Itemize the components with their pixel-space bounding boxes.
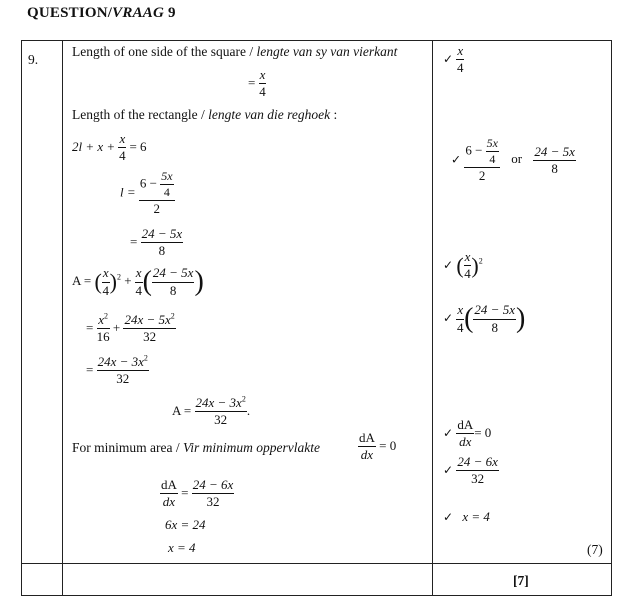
table-row-divider	[21, 563, 612, 564]
table-right-border	[611, 40, 612, 596]
mark-derivative: ✓ $\frac{24 - 6x}{32}$	[443, 454, 498, 487]
solution: x = 4	[168, 540, 196, 555]
square-side-expr: = $\frac{x}{4}$	[248, 67, 266, 100]
area-expression-3: = $\frac{24x - 3x^2}{32}$	[86, 353, 148, 387]
subtotal-marks: (7)	[587, 542, 603, 557]
mark-area-square: ✓ ( $\frac{x}{4}$ )$^2$	[443, 249, 483, 282]
solve-step: 6x = 24	[165, 517, 206, 532]
table-top-border	[21, 40, 612, 41]
rectangle-length-label: Length of the rectangle / lengte van die reghoek :	[72, 107, 338, 122]
total-marks: [7]	[513, 573, 529, 588]
min-condition: $\frac{dA}{dx}$ = 0	[359, 430, 397, 463]
table-left-border	[21, 40, 22, 596]
mark-square-side: ✓ $\frac{x}{4}$	[443, 43, 464, 76]
area-expression-1: A = ( $\frac{x}{4}$ )$^2$ + $\frac{x}{4}$ ( $\frac{24 - 5x}{8}$ )	[72, 265, 204, 298]
question-title: QUESTION/VRAAG 9	[27, 5, 176, 21]
question-number: 9.	[28, 52, 39, 67]
table-col-divider-2	[432, 40, 433, 596]
mark-solution: ✓ x = 4	[443, 509, 490, 524]
derivative-expression: $\frac{dA}{dx}$ = $\frac{24 - 6x}{32}$	[161, 477, 234, 510]
mark-derivative-zero: ✓ $\frac{dA}{dx}$ = 0	[443, 417, 492, 450]
mark-length: ✓ 6 − $\frac{5x}{4}$ 2 or $\frac{24 - 5x}{8}$	[451, 136, 575, 184]
square-side-label: Length of one side of the square / lengte van sy van vierkant	[72, 44, 398, 59]
area-result: A = $\frac{24x - 3x^2}{32}$ .	[172, 394, 251, 428]
l-expression-2: = $\frac{24 - 5x}{8}$	[130, 226, 183, 259]
minimum-area-label: For minimum area / Vir minimum oppervlakte	[72, 440, 320, 455]
mark-area-rectangle: ✓ $\frac{x}{4}$ ( $\frac{24 - 5x}{8}$ )	[443, 302, 526, 335]
area-expression-2: = $\frac{x^2}{16}$ + $\frac{24x - 5x^2}{32}$	[86, 311, 175, 345]
l-expression-1: l = 6 − $\frac{5x}{4}$ 2	[120, 169, 173, 217]
table-bottom-border	[21, 595, 612, 596]
table-col-divider-1	[62, 40, 63, 596]
perimeter-equation: 2l + x + $\frac{x}{4}$ = 6	[72, 131, 147, 164]
